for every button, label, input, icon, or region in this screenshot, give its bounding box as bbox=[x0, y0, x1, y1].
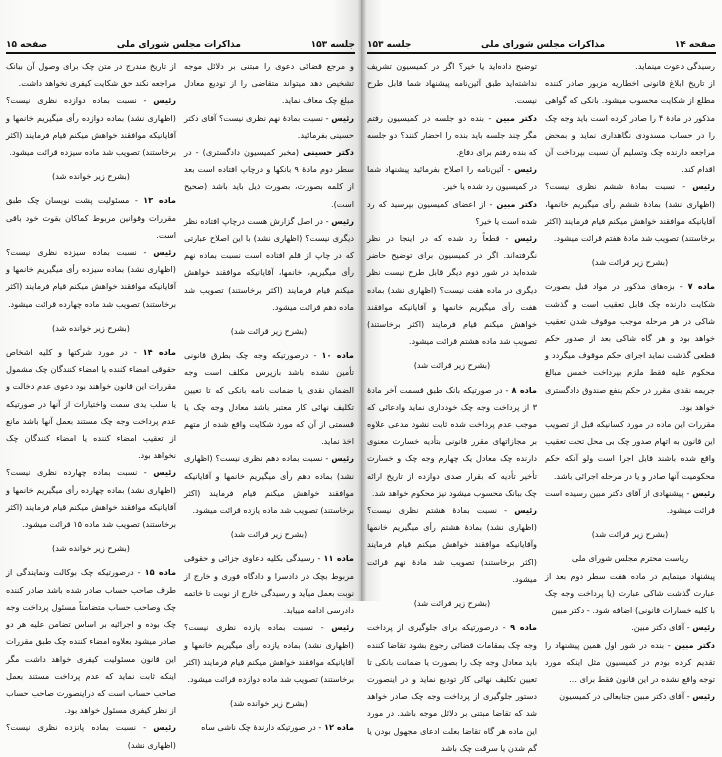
speaker-paragraph bbox=[545, 688, 715, 705]
speaker-name: رئیس bbox=[514, 505, 537, 516]
speaker-paragraph bbox=[545, 637, 715, 689]
paragraph bbox=[545, 568, 715, 620]
speaker-name: دکتر حسینی bbox=[303, 147, 354, 158]
speaker-name: رئیس bbox=[331, 453, 354, 464]
paragraph-text: - آئین‌نامه را اصلاح بفرمائید پیشنهاد شما در کمیسیون رد شده یا خیر. bbox=[367, 164, 537, 192]
text-column-left bbox=[367, 58, 537, 757]
speaker-paragraph bbox=[184, 619, 354, 688]
speaker-name: ماده ۹ bbox=[510, 622, 537, 633]
text-column-left bbox=[6, 58, 176, 754]
paragraph-text: - در صورتیکه بانک طبق قسمت آخر مادهٔ ۳ از پرداخت وجه چک خودداری نماید وادعائی که موجب عدم پرداخت شده ثابت نشود مدعی علاوه بر مجازاتهای مقرر قانونی بتأدیه خسارت معنوی دارنده چک معادل یک چهارم وجه چک و خسارت تأخیر تأدیه که بقرار صدی دوازده از تاریخ ارائه چک ببانک محسوب میشود نیز محکوم خواهد شد. bbox=[367, 384, 537, 498]
speaker-paragraph bbox=[367, 382, 537, 502]
text-column-right bbox=[184, 58, 354, 737]
speaker-name: رئیس bbox=[153, 247, 176, 258]
page-number: صفحه ۱۵ bbox=[6, 40, 48, 50]
speaker-name: رئیس bbox=[153, 722, 176, 733]
speaker-name: رئیس bbox=[692, 487, 715, 498]
speaker-paragraph bbox=[184, 144, 354, 213]
page-header bbox=[6, 36, 355, 54]
speaker-paragraph bbox=[545, 278, 715, 416]
speaker-name: ماده ۱۵ bbox=[144, 567, 177, 578]
reading-note: (بشرح زیر قرائت شد) bbox=[413, 360, 491, 371]
left-page bbox=[0, 0, 361, 750]
paragraph-text: - بنده دو جلسه در کمیسیون رفتم مگر چند جلسه باید بنده را احضار کنند؟ دو جلسه که بنده رفتم برای دفاع. bbox=[367, 112, 537, 158]
right-page bbox=[361, 0, 722, 753]
speaker-name: ماده ۱۴ bbox=[142, 347, 176, 358]
publication-title: مذاکرات مجلس شورای ملی bbox=[481, 40, 606, 50]
paragraph bbox=[545, 58, 715, 75]
speaker-name: رئیس bbox=[514, 164, 537, 175]
speaker-name: ماده ۱۱ bbox=[323, 553, 354, 564]
page-number: صفحه ۱۴ bbox=[674, 40, 716, 50]
speaker-paragraph bbox=[545, 178, 715, 247]
speaker-paragraph bbox=[184, 719, 354, 736]
speaker-name: ماده ۱۲ bbox=[323, 722, 354, 733]
reading-note: (بشرح زیر قرائت شد) bbox=[591, 257, 669, 268]
speaker-name: دکتر مبین bbox=[496, 198, 537, 209]
speaker-name: رئیس bbox=[153, 95, 176, 106]
paragraph-text: - رسیدگی بکلیه دعاوی جزائی و حقوقی مربوط بچک در دادسرا و دادگاه فوری و خارج از نوبت بعمل میآید و رسیدگی خارج از نوبت تا خاتمه دادرسی ادامه مییابد. bbox=[184, 553, 354, 616]
reading-note: (بشرح زیر قرائت شد) bbox=[230, 326, 308, 337]
paragraph-text: - نسبت بمادهٔ هشتم نظری نیست؟ (اظهاری نشد) بمادهٔ هشتم رأی میگیریم خانمها وآقایانیکه موافقند خواهش میکنم قیام فرمایند (اکثر برخاستند) تصویب شد مادهٔ نهم قرائت میشود. bbox=[367, 505, 537, 584]
paragraph-text: توضیح داده‌اید یا خیر؟ اگر در کمیسیون تشریف نداشته‌اید طبق آئین‌نامه پیشنهاد شما قابل طرح نیست. bbox=[367, 61, 537, 106]
speaker-paragraph bbox=[545, 485, 715, 519]
reading-note: (بشرح زیر خوانده شد) bbox=[52, 322, 130, 333]
paragraph-text: - آقای دکتر مبین. bbox=[631, 622, 693, 633]
paragraph-text: - در اصل گزارش هست درچاپ افتاده نظر دیگری نیست؟ (اظهاری نشد) با این اصلاح عبارتی که در چاپ از قلم افتاده است نسبت بماده نهم رأی میگیریم، خانمها، آقایانیکه موافقند خواهش میکنم قیام فرمایند (اکثر برخاستند) تصویب شد ماده دهم قرائت میشود. bbox=[184, 215, 354, 312]
paragraph-text: - نسبت بمادهٔ ششم نظری نیست؟ (اظهاری نشد) بمادهٔ ششم رأی میگیریم خانمها، آقایانیکه موافقند خواهش میکنم قیام فرمایند (اکثر برخاستند) تصویب شد مادهٔ هفتم قرائت میشود. bbox=[545, 181, 715, 244]
paragraph-text: و مرجع قضائی دعوی را مبتنی بر دلائل موجه تشخیص دهد میتواند متقاضی را از تودیع معادل مبلغ چک معاف نماید. bbox=[184, 61, 354, 106]
speaker-paragraph bbox=[545, 619, 715, 636]
speaker-paragraph bbox=[6, 464, 176, 533]
text-column-right bbox=[545, 58, 715, 705]
paragraph-text: - نسبت بماده چهارده نظری نیست؟ (اظهاری نشد) بماده چهارده رأی میگیریم خانمها و آقایانیکه موافقند خواهش میکنم قیام فرمایند (اکثر برخاستند) تصویب شد ماده ۱۵ قرائت میشود. bbox=[6, 467, 176, 530]
paragraph bbox=[545, 416, 715, 485]
session-number: جلسه ۱۵۳ bbox=[310, 40, 355, 50]
speaker-name: رئیس bbox=[153, 467, 176, 478]
speaker-name: دکتر مبین bbox=[495, 112, 537, 123]
speaker-name: رئیس bbox=[514, 233, 537, 244]
paragraph-text: - پیشنهادی از آقای دکتر مبین رسیده است قرائت میشود. bbox=[545, 487, 715, 516]
speaker-paragraph bbox=[367, 161, 537, 195]
paragraph-text: - در صورتیکه دارندهٔ چک ناشی ساه bbox=[201, 722, 324, 733]
speaker-name: رئیس bbox=[331, 112, 354, 123]
paragraph-text: - نسبت بماده یازده نظری نیست؟ (اظهاری نشد) بماده یازده رأی میگیریم خانمها و آقایانیکه موافقند خواهش میکنم قیام فرمایند (اکثر برخاستند) تصویب شد ماده دوازده قرائت میشود. bbox=[184, 622, 354, 684]
reading-note: (بشرح زیر قرائت شد) bbox=[591, 529, 669, 540]
speaker-paragraph bbox=[367, 196, 537, 230]
reading-note: (بشرح زیر خوانده شد) bbox=[230, 698, 308, 709]
paragraph-text: - بزه‌های مذکور در مواد قبل بصورت شکایت دارنده چک قابل تعقیب است و گذشت شاکی در هر مرحله موجب موقوف شدن تعقیب خواهد بود و هر گاه شاکی بعد از صدور حکم قطعی گذشت نماید اجرای حکم موقوف میگردد و محکوم علیه فقط ملزم بپرداخت خمس مبالغ جریمه نقدی مقرر در حکم بنفع صندوق دادگستری خواهد بود. bbox=[545, 281, 715, 412]
speaker-name: رئیس bbox=[692, 691, 715, 702]
speaker-name: رئیس bbox=[331, 622, 354, 633]
paragraph-text: از تاریخ ابلاغ قانونی اخطاریه مزبور صادر کننده مطلع از شکایت محسوب میشود. بانکی که گواهی مذکور در مادهٔ ۴ را صادر کرده است باید وجه چک را در حساب مسدودی نگاهداری نماید و بمحض مراجعه دارنده چک وتسلیم آن نسبت بپرداخت آن اقدام کند. bbox=[545, 78, 715, 175]
reading-note: (بشرح زیر قرائت شد) bbox=[230, 529, 308, 540]
speaker-name: دکتر مبین bbox=[674, 639, 715, 650]
paragraph-text: پیشنهاد مینمایم در ماده هفت سطر دوم بعد از عبارت گذشت شاکی عبارت (یا پرداخت وجه چک با کلیه خسارات قانونی) اضافه شود. - دکتر مبین bbox=[545, 570, 715, 616]
paragraph bbox=[6, 58, 176, 92]
session-number: جلسه ۱۵۳ bbox=[367, 40, 412, 50]
paragraph-text: رسیدگی دعوت مینماید. bbox=[635, 61, 715, 71]
speaker-paragraph bbox=[184, 450, 354, 519]
paragraph-text: - نسبت بماده دهم نظری نیست؟ (اظهاری نشد) بماده دهم رأی میگیریم خانمها و آقایانیکه موافقند خواهش میکنم قیام فرمایند (اکثر برخاستند) تصویب شد ماده یازده قرائت میشود. bbox=[184, 453, 354, 516]
paragraph-text: مقررات این ماده در مورد کسانیکه قبل از تصویب این قانون به اتهام صدور چک بی محل تحت تعقیب واقع شده باشند قابل اجرا است ولو آنکه حکم محکومیت آنها صادر و یا در مرحله اجرائی باشد. bbox=[545, 419, 715, 481]
speaker-name: ماده ۷ bbox=[687, 281, 715, 292]
paragraph-text: - نسبت بماده سیزده نظری نیست؟ (اظهاری نشد) بماده سیزده رأی میگیریم خانمها و آقایانیکه موافقند خواهش میکنم قیام فرمایند (اکثر برخاستند) تصویب شد ماده چهارده قرائت میشود. bbox=[6, 247, 176, 309]
speaker-paragraph bbox=[184, 550, 354, 619]
publication-title: مذاکرات مجلس شورای ملی bbox=[116, 40, 241, 50]
paragraph-text: - نسبت بماده دوازده نظری نیست؟ (اظهاری نشد) بماده دوازده رأی میگیریم خانمها و آقایانیکه موافقند خواهش میکنم قیام فرمایند (اکثر برخاستند) تصویب شد ماده سیزده قرائت میشود. bbox=[6, 95, 176, 158]
speaker-paragraph bbox=[6, 564, 176, 719]
paragraph-text: - نسبت بمادهٔ نهم نظری نیست؟ آقای دکتر حسینی بفرمائید. bbox=[184, 112, 354, 140]
speaker-paragraph bbox=[6, 92, 176, 161]
paragraph bbox=[367, 58, 537, 110]
reading-note: (بشرح زیر خوانده شد) bbox=[52, 171, 130, 182]
paragraph-text: از تاریخ مندرج در متن چک برای وصول آن ببانک مراجعه نکند حق شکایت کیفری نخواهد داشت. bbox=[6, 61, 176, 89]
speaker-paragraph bbox=[367, 230, 537, 350]
speaker-name: رئیس bbox=[331, 215, 354, 226]
paragraph-text: - درصورتیکه وجه چک بطرق قانونی تأمین نشده باشد بازپرس مکلف است وجه الضمان نقدی یا ضمانت نامه بانکی که تا تعیین تکلیف نهائی کار معتبر باشد معادل وجه چک یا قسمتی از آن که مورد شکایت واقع شده از متهم اخذ نماید. bbox=[184, 350, 354, 447]
paragraph-text: - درصورتیکه چک بوکالت ونمایندگی از طرف صاحب حساب صادر شده باشد صادر کننده چک وصاحب حساب متضامناً مسئول پرداخت وجه چک بوده و اجرائیه بر اساس تضامن علیه هر دو صادر میشود بعلاوه امضاء کننده چک طبق مقررات این قانون مسئولیت کیفری خواهد داشت مگر اینکه ثابت نماید که عدم پرداخت مستند بعمل صاحب حساب است که دراینصورت صاحب حساب از نظر کیفری مسئول خواهد بود. bbox=[6, 567, 176, 716]
page-header bbox=[367, 36, 716, 54]
speaker-paragraph bbox=[184, 347, 354, 450]
paragraph-text: (مخبر کمیسیون دادگستری) - در سطر دوم مادهٔ ۹ بانکها و درچاپ افتاده است بعد از کلمه بصورت، بصورت ذیل باید باشد (صحیح است). bbox=[184, 147, 354, 209]
speaker-name: ماده ۱۳ bbox=[143, 195, 176, 206]
paragraph bbox=[545, 75, 715, 178]
paragraph-text: - درصورتیکه برای جلوگیری از پرداخت وجه چک بمقامات قضائی رجوع بشود تقاضا کننده باید معادل وجه چک را بصورت یا ضمانت بانکی تا تعیین تکلیف نهائی کار تودیع نماید و در اینصورت دستور جلوگیری از پرداخت وجه چک صادر خواهد شد که تقاضا مبتنی بر دلائل موجه باشد. در مورد این ماده هر گاه تقاضا بعلت ادعای مجهول بودن یا گم شدن یا سرقت چک باشد bbox=[367, 622, 537, 753]
speaker-name: رئیس bbox=[692, 622, 715, 633]
speaker-paragraph bbox=[367, 619, 537, 757]
speaker-paragraph bbox=[184, 213, 354, 316]
address-heading: ریاست محترم مجلس شورای ملی bbox=[571, 553, 689, 564]
paragraph-text: - مسئولیت پشت نویسان چک طبق مقررات وقوانین مربوط کماکان بقوت خود باقی است. bbox=[6, 195, 176, 240]
speaker-name: ماده ۸ bbox=[511, 384, 537, 395]
paragraph-text: - بنده در شور اول همین پیشنهاد را تقدیم کرده بودم در کمیسیون مثل اینکه مورد توجه واقع نشده در این قانون فقط برای ... bbox=[545, 639, 715, 684]
paragraph bbox=[184, 58, 354, 110]
paragraph-text: - نسبت بماده پانزده نظری نیست؟ (اظهاری نشد) bbox=[6, 722, 176, 750]
speaker-paragraph bbox=[6, 719, 176, 753]
speaker-paragraph bbox=[367, 502, 537, 588]
reading-note: (بشرح زیر خوانده شد) bbox=[52, 543, 130, 554]
paragraph-text: - از اعضای کمیسیون بپرسید که رد شده است یا خیر؟ bbox=[367, 198, 537, 226]
speaker-paragraph bbox=[184, 110, 354, 144]
speaker-name: رئیس bbox=[692, 181, 715, 192]
paragraph-text: - در مورد شرکتها و کلیه اشخاص حقوقی امضاء کننده یا امضاء کنندگان چک مشمول مقررات این قانون خواهند بود دعوی عدم دخالت و یا سلب یدی سمت واختیارات از آنها در صورتیکه عدم پرداخت وجه چک مستند بعمل آنها باشد مانع از تعقیب امضاء کننده یا امضاء کنندگان چک نخواهد بود. bbox=[6, 347, 176, 461]
speaker-paragraph bbox=[6, 244, 176, 313]
speaker-paragraph bbox=[6, 192, 176, 244]
paragraph-text: - قطعاً رد شده که در اینجا در نظر نگرفته‌اند. اگر در کمیسیون برای توضیح حاضر شده‌اید در شور دوم دیگر قابل طرح نیست نظر دیگری در ماده هفت نیست؟ (اظهاری نشد) بماده هفت رأی میگیریم خانمها و آقایانیکه موافقند خواهش میکنم قیام فرمایند (اکثر برخاستند) تصویب شد ماده هشتم قرائت میشود. bbox=[367, 233, 537, 347]
speaker-paragraph bbox=[367, 110, 537, 162]
reading-note: (بشرح زیر قرائت شد) bbox=[413, 598, 491, 609]
speaker-name: ماده ۱۰ bbox=[321, 350, 354, 361]
paragraph-text: - آقای دکتر مبین جنابعالی در کمیسیون bbox=[559, 691, 693, 702]
speaker-paragraph bbox=[6, 344, 176, 464]
